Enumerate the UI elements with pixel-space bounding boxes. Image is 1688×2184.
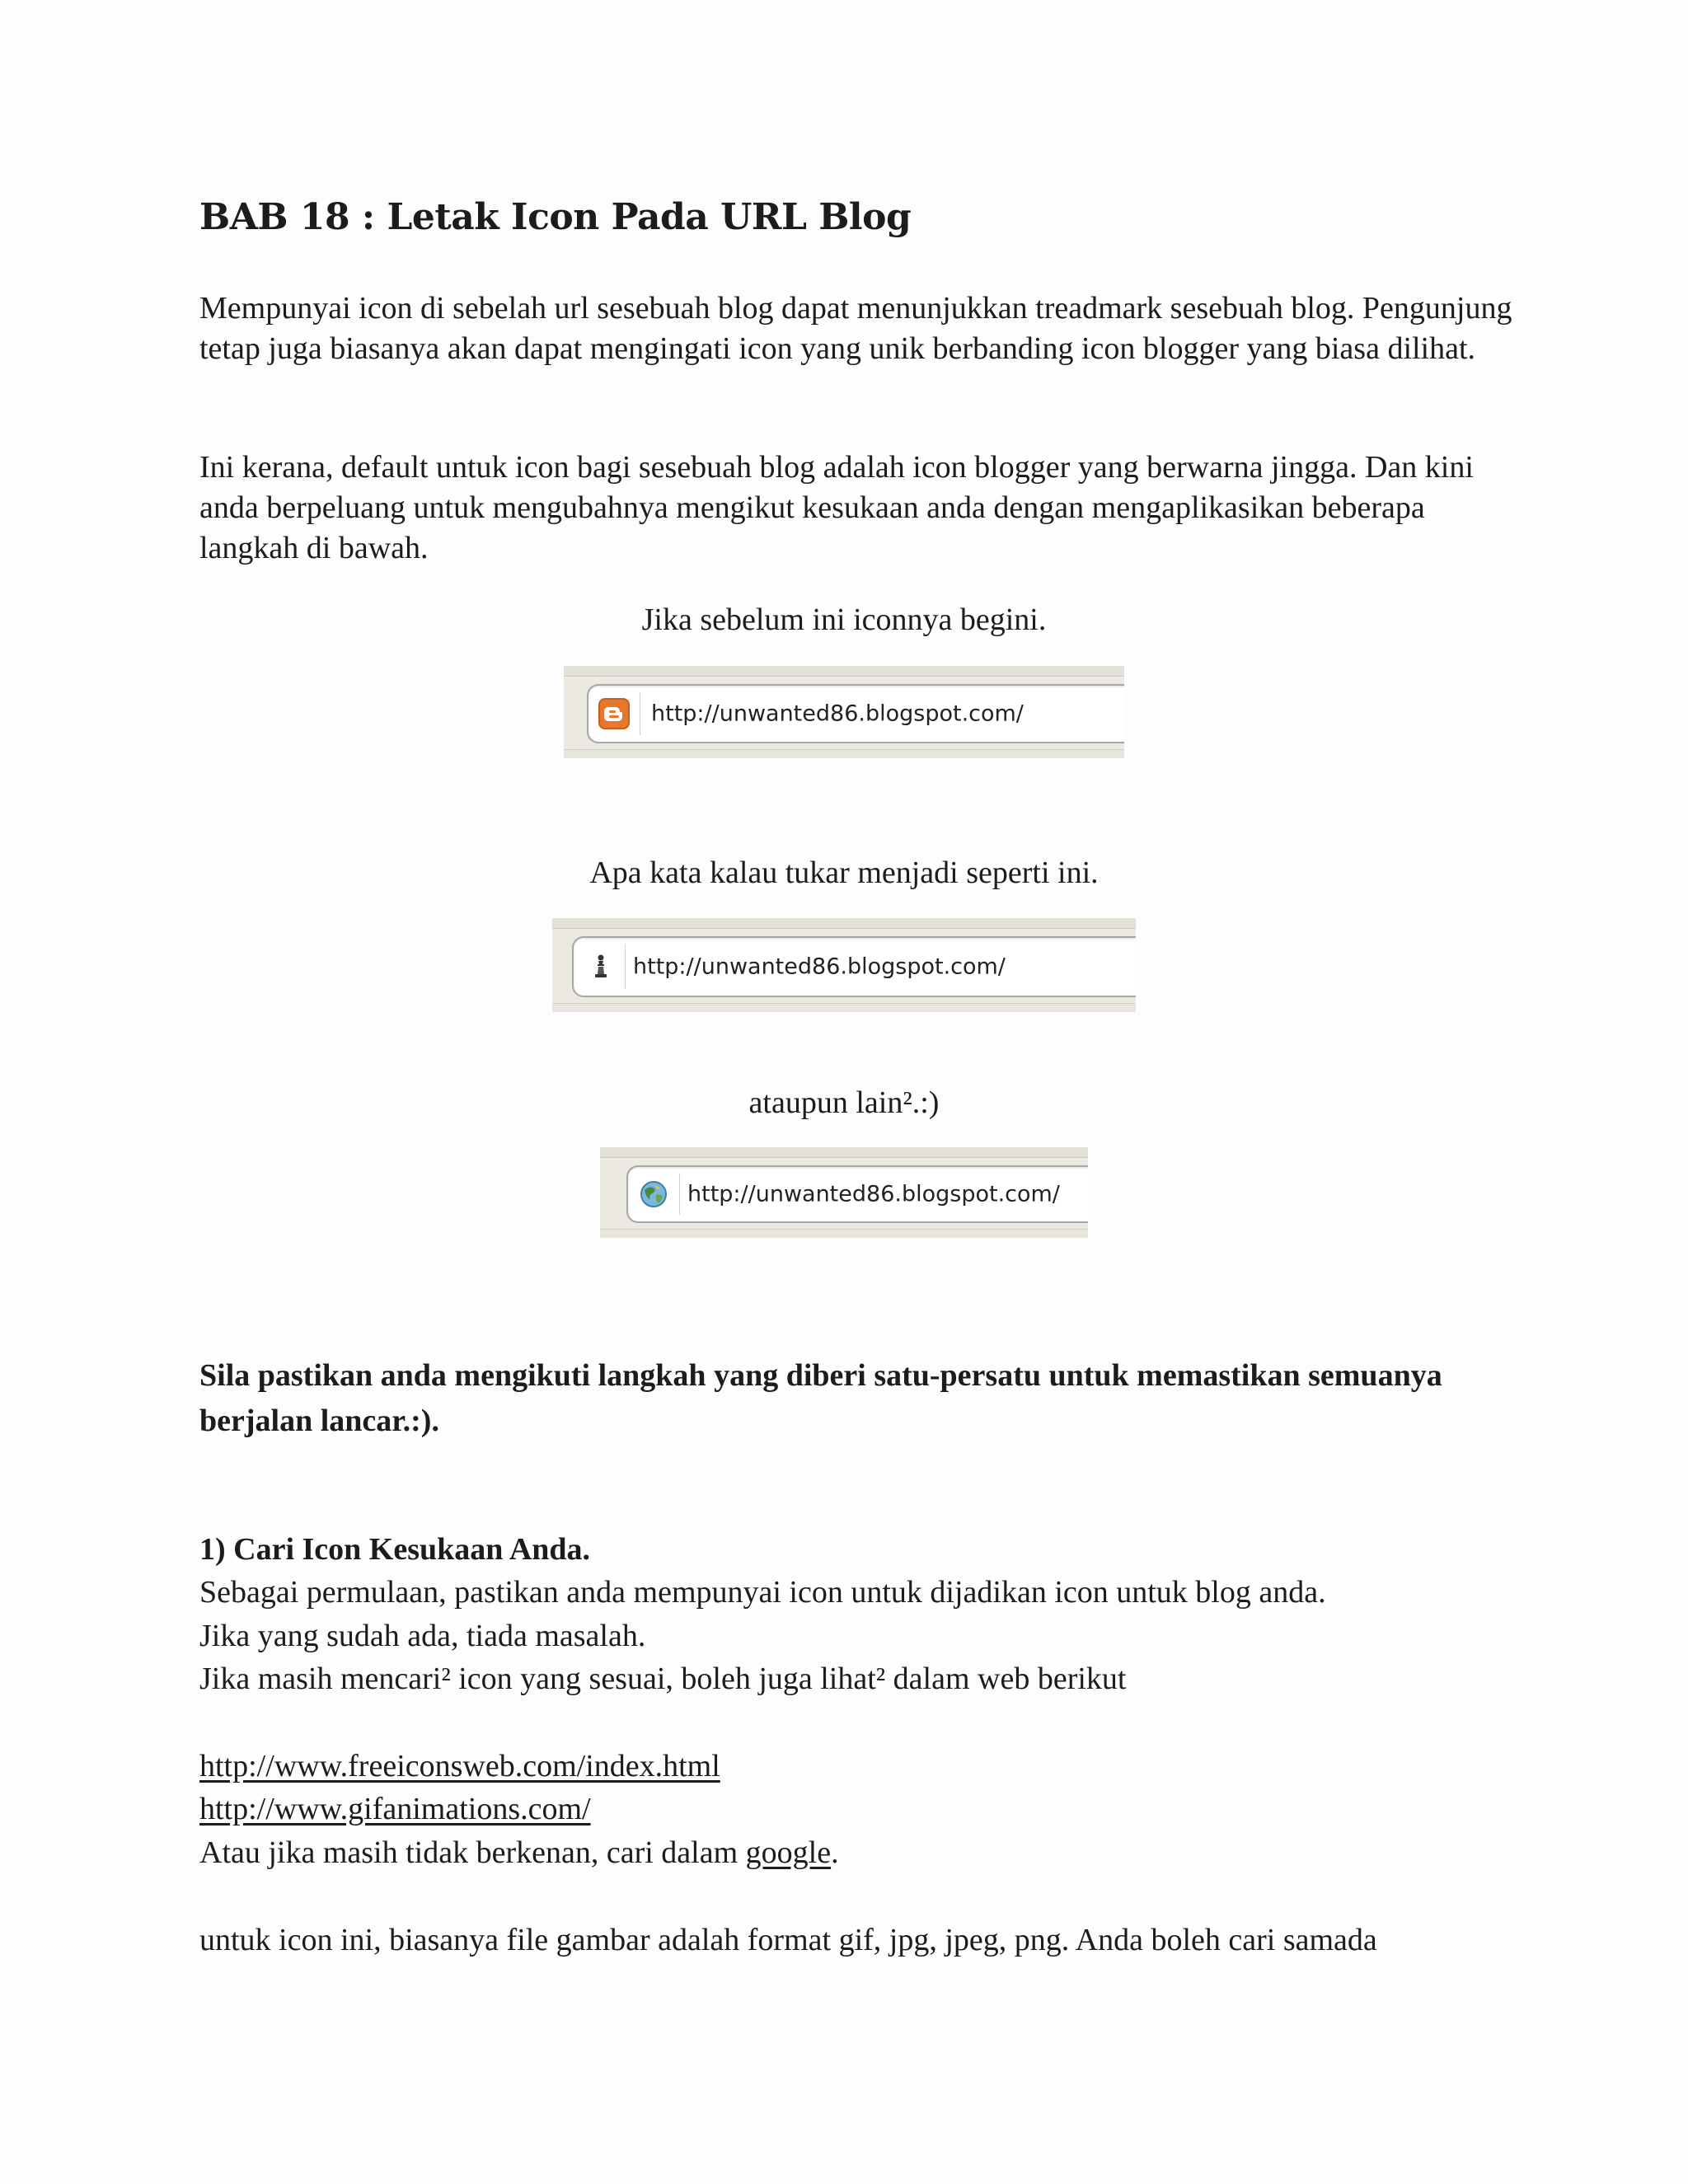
toolbar-strip [564,666,1124,677]
caption-after: Apa kata kalau tukar menjadi seperti ini. [589,855,1099,890]
page-title: BAB 18 : Letak Icon Pada URL Blog [199,196,912,238]
blogger-icon [598,698,630,729]
url-text: http://unwanted86.blogspot.com/ [651,701,1024,727]
step-1-line-2: Jika yang sudah ada, tiada masalah. [199,1619,646,1653]
address-bar [626,1165,1088,1223]
address-bar [587,684,1124,743]
toolbar-strip-bottom [552,1003,1136,1012]
address-bar-separator [679,1174,680,1215]
chess-piece-icon [585,951,617,982]
toolbar-strip-bottom [600,1229,1088,1238]
link-google[interactable]: google [745,1835,832,1870]
final-line: untuk icon ini, biasanya file gambar adalah format gif, jpg, jpeg, png. Anda boleh cari samada [199,1923,1377,1957]
address-bar-screenshot-custom [552,918,1136,1012]
globe-icon [638,1179,669,1210]
step-1-line-3: Jika masih mencari² icon yang sesuai, boleh juga lihat² dalam web berikut [199,1661,1127,1696]
google-line [199,1833,839,1873]
link-gifanimations[interactable]: http://www.gifanimations.com/ [199,1792,591,1826]
step-1-line-1: Sebagai permulaan, pastikan anda mempunyai icon untuk dijadikan icon untuk blog anda. [199,1575,1326,1610]
address-bar [572,936,1136,997]
intro-paragraph-2: Ini kerana, default untuk icon bagi sesebuah blog adalah icon blogger yang berwarna jingga. Dan kini anda berpeluang untuk mengubahnya mengikut kesukaan anda dengan mengaplikasikan beberapa langkah di bawah. [199,450,1474,565]
address-bar-screenshot-alternative [600,1147,1088,1238]
link-freeiconsweb[interactable]: http://www.freeiconsweb.com/index.html [199,1749,720,1783]
google-line-prefix: Atau jika masih tidak berkenan, cari dalam [199,1835,746,1870]
address-bar-screenshot-default [564,666,1124,758]
notice-text: Sila pastikan anda mengikuti langkah yang diberi satu-persatu untuk memastikan semuanya berjalan lancar.:). [199,1358,1442,1438]
address-bar-separator [625,944,626,989]
url-text: http://unwanted86.blogspot.com/ [687,1181,1060,1207]
intro-paragraph-1: Mempunyai icon di sebelah url sesebuah blog dapat menunjukkan treadmark sesebuah blog. Pengunjung tetap juga biasanya akan dapat mengingati icon yang unik berbanding icon blogger yang biasa dilihat. [199,291,1512,366]
url-text: http://unwanted86.blogspot.com/ [633,954,1006,980]
step-1-title: 1) Cari Icon Kesukaan Anda. [199,1532,591,1567]
caption-other: ataupun lain².:) [748,1085,940,1120]
toolbar-strip [600,1147,1088,1158]
toolbar-strip-bottom [564,749,1124,758]
toolbar-strip [552,918,1136,929]
google-line-suffix: . [831,1835,839,1870]
caption-before: Jika sebelum ini iconnya begini. [641,602,1047,637]
